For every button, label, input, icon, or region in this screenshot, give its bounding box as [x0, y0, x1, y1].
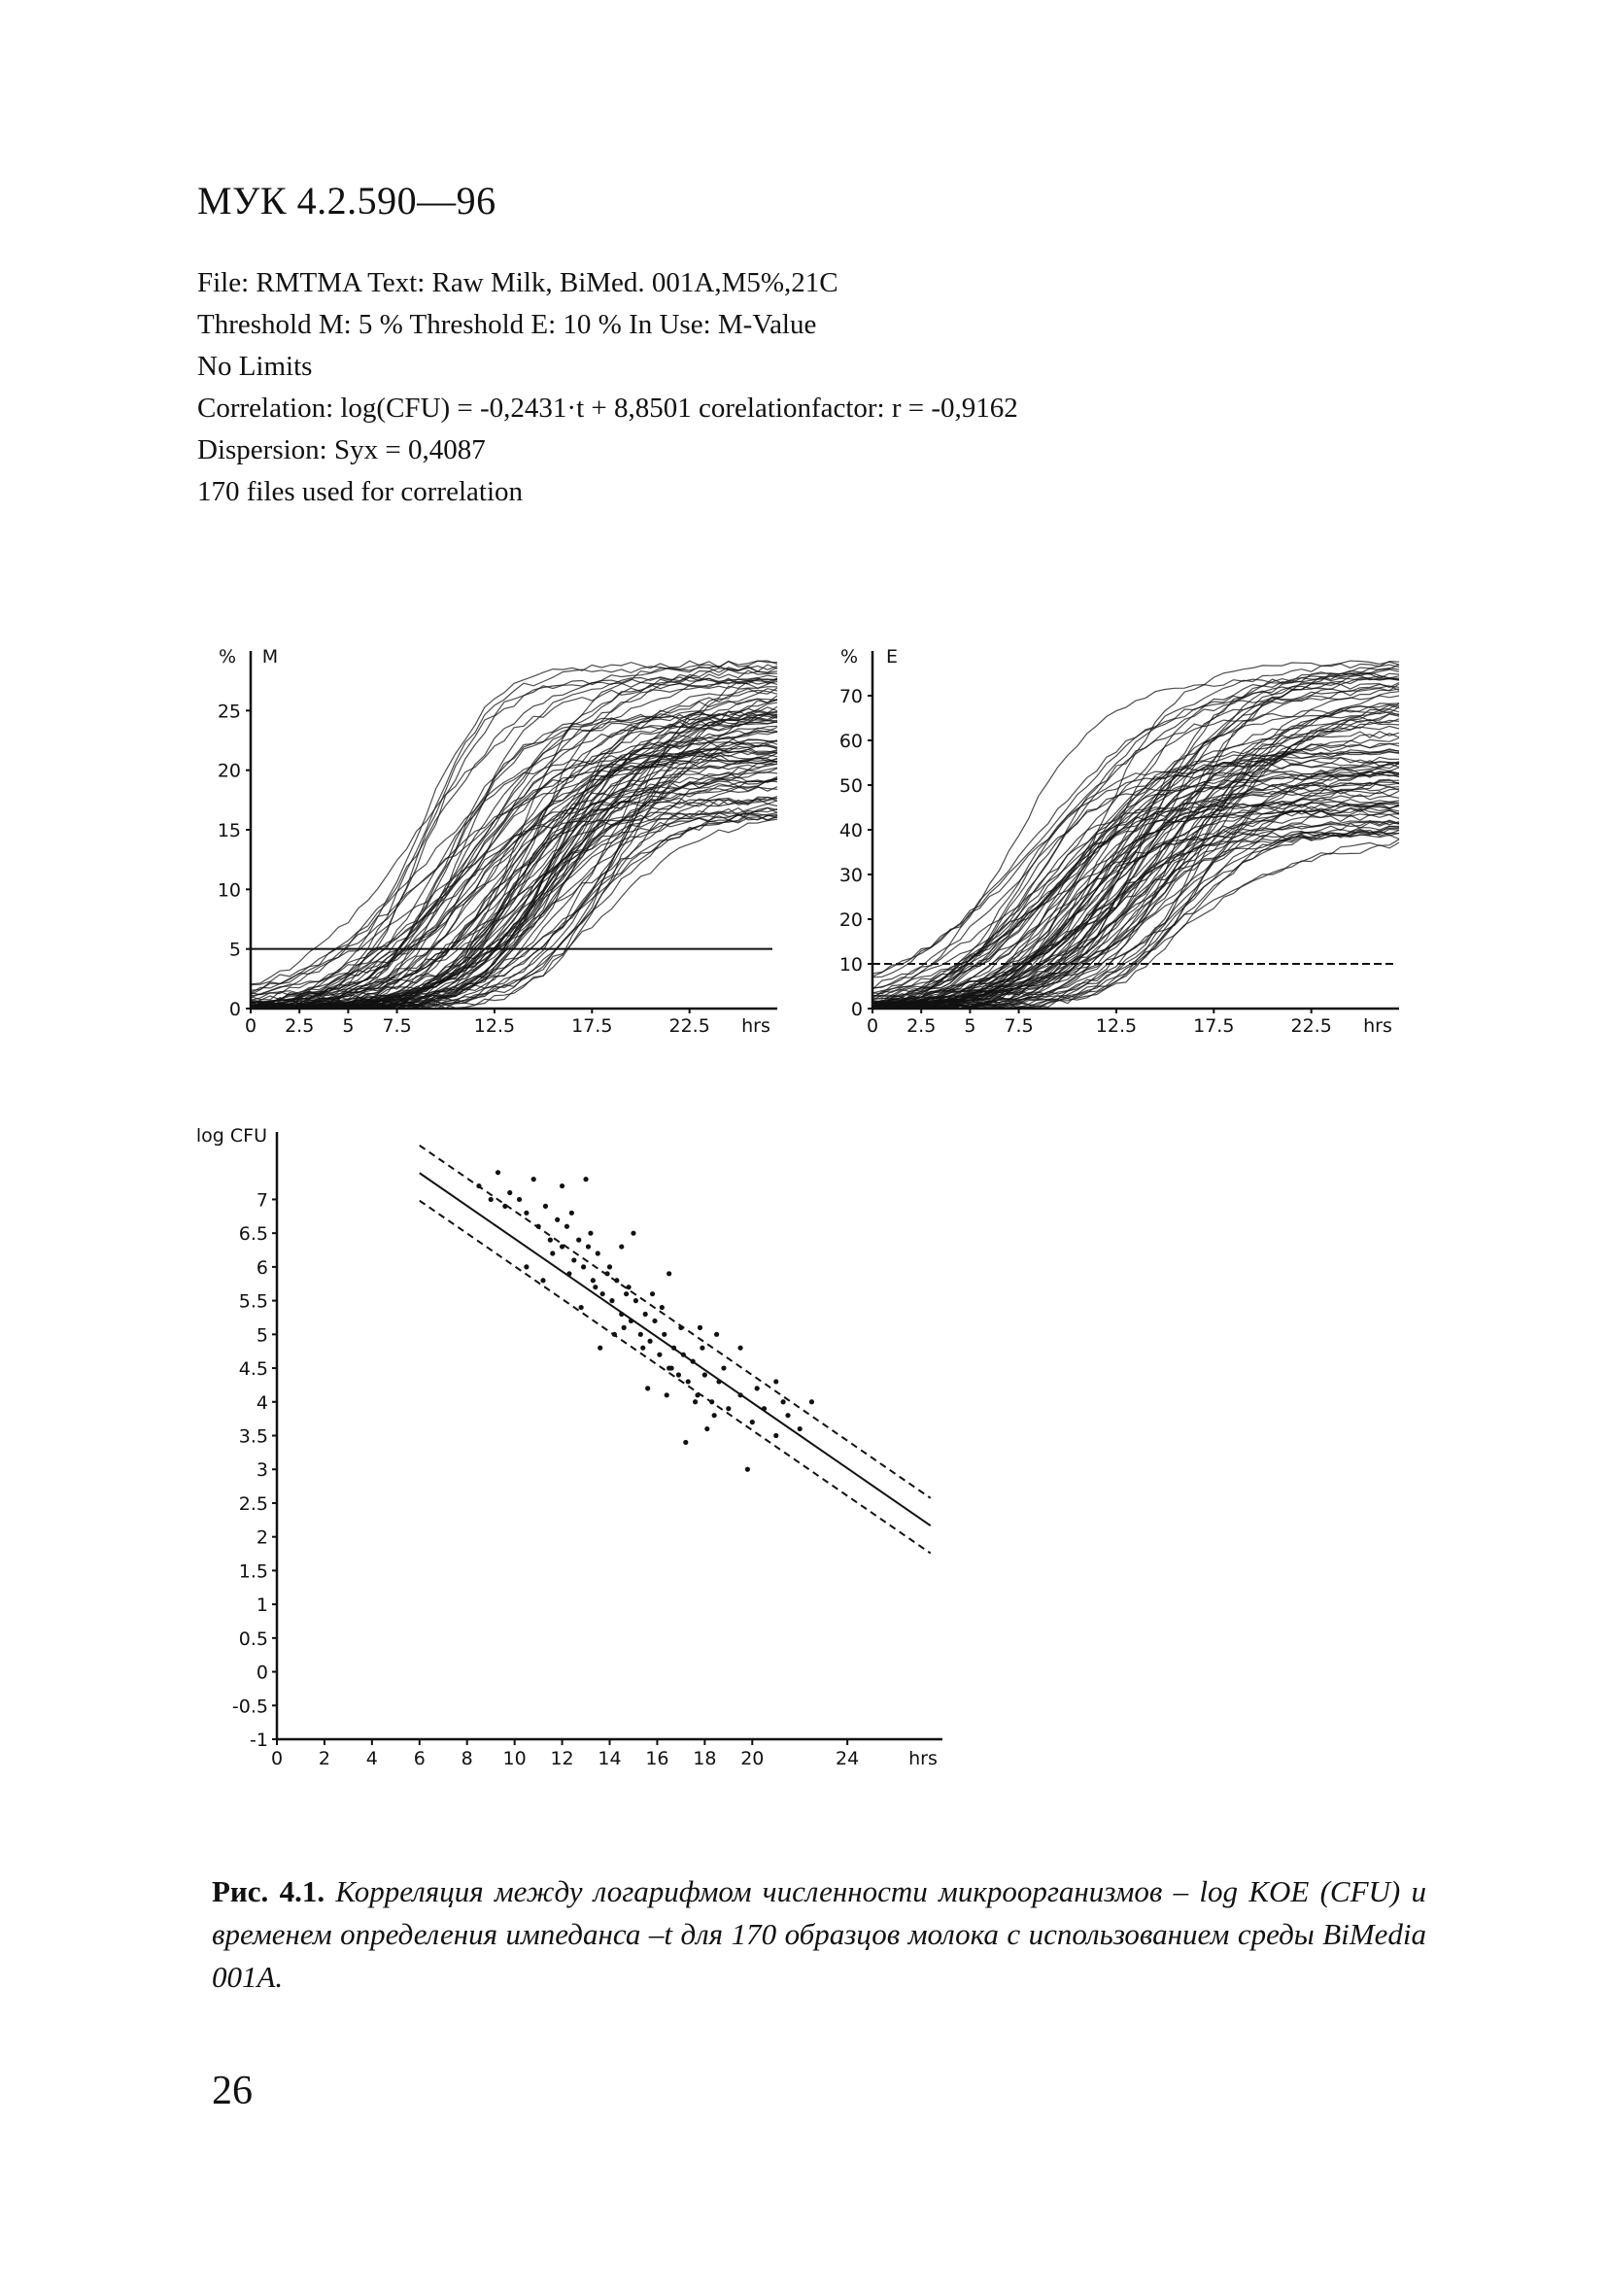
x-tick-label: 0 [270, 1748, 284, 1769]
chart-e-value [816, 632, 1419, 1049]
data-point [548, 1238, 553, 1243]
x-tick-label: 17.5 [571, 1015, 613, 1037]
data-point [588, 1231, 593, 1236]
info-line-correlation: Correlation: log(CFU) = -0,2431·t + 8,8501 corelationfactor: r = -0,9162 [197, 393, 1018, 424]
x-tick-label: 10 [502, 1748, 527, 1769]
data-point [586, 1244, 591, 1249]
x-tick-label: 4 [365, 1748, 378, 1769]
info-line-limits: No Limits [197, 351, 313, 382]
chart-e-svg [816, 632, 1419, 1049]
x-tick-label: 0 [244, 1015, 257, 1037]
data-point [598, 1346, 602, 1351]
data-point [660, 1305, 665, 1310]
data-point [571, 1257, 576, 1262]
data-point [657, 1353, 662, 1357]
y-tick-label: 30 [838, 865, 863, 886]
impedance-curve [872, 802, 1399, 1009]
data-point [645, 1386, 650, 1390]
figure-caption [212, 1870, 1426, 1999]
data-point [612, 1332, 617, 1337]
data-point [543, 1204, 548, 1209]
data-point [629, 1319, 633, 1323]
info-line-file: File: RMTMA Text: Raw Milk, BiMed. 001A,M5%,21C [197, 267, 838, 298]
y-tick-label: 15 [217, 820, 241, 841]
y-tick-label: 2 [256, 1526, 268, 1549]
data-point [540, 1278, 545, 1283]
info-line-files: 170 files used for correlation [197, 476, 524, 507]
y-tick-label: 4 [256, 1391, 268, 1414]
data-point [609, 1298, 614, 1303]
y-axis-symbol: M [261, 646, 279, 668]
data-point [622, 1325, 627, 1330]
caption-label: Рис. 4.1. [212, 1874, 325, 1908]
data-point [489, 1197, 494, 1202]
data-point [745, 1467, 750, 1472]
data-point [476, 1183, 481, 1188]
info-line-dispersion: Dispersion: Syx = 0,4087 [197, 434, 486, 465]
y-tick-label: 5 [228, 939, 241, 961]
data-point [726, 1406, 731, 1411]
data-point [700, 1346, 704, 1351]
data-point [624, 1291, 629, 1296]
data-point [809, 1399, 814, 1404]
y-tick-label: 3 [256, 1459, 268, 1482]
y-tick-label: 2.5 [238, 1492, 268, 1515]
chart-m-svg [194, 632, 797, 1049]
data-point [631, 1231, 635, 1236]
data-point [604, 1271, 609, 1276]
x-tick-label: 5 [964, 1015, 976, 1037]
data-point [614, 1278, 619, 1283]
y-tick-label: 25 [217, 701, 241, 723]
data-point [569, 1211, 574, 1216]
data-point [686, 1379, 691, 1384]
y-tick-label: 1.5 [238, 1560, 268, 1583]
x-tick-label: 14 [598, 1748, 622, 1769]
data-point [737, 1392, 742, 1397]
y-axis-symbol: E [885, 646, 899, 668]
y-tick-label: 3.5 [238, 1425, 268, 1448]
y-tick-label: 0 [850, 999, 863, 1020]
data-point [591, 1278, 596, 1283]
y-tick-label: 60 [838, 731, 863, 752]
data-point [626, 1285, 631, 1289]
lower-dispersion-line [420, 1201, 931, 1554]
data-point [712, 1413, 717, 1418]
data-point [633, 1298, 638, 1303]
x-tick-label: 2 [318, 1748, 330, 1769]
data-point [676, 1372, 681, 1377]
data-point [704, 1426, 709, 1431]
chart-m-value [194, 632, 797, 1049]
x-tick-label: 24 [836, 1748, 860, 1769]
y-tick-label: 6 [256, 1256, 268, 1279]
x-axis-unit: hrs [741, 1015, 770, 1037]
data-point [647, 1339, 652, 1344]
x-tick-label: 2.5 [285, 1015, 315, 1037]
data-point [550, 1251, 555, 1255]
data-point [714, 1332, 719, 1337]
y-tick-label: 7 [256, 1189, 268, 1212]
data-point [798, 1426, 803, 1431]
data-point [564, 1224, 569, 1229]
data-point [619, 1312, 624, 1317]
data-point [517, 1197, 522, 1202]
data-point [600, 1291, 605, 1296]
data-point [785, 1413, 790, 1418]
data-point [583, 1177, 588, 1182]
y-tick-label: -0.5 [231, 1696, 268, 1718]
data-point [650, 1291, 655, 1296]
data-point [737, 1346, 742, 1351]
x-tick-label: 5 [342, 1015, 355, 1037]
data-point [691, 1359, 696, 1364]
impedance-curve [251, 669, 777, 1007]
x-tick-label: 20 [740, 1748, 765, 1769]
x-tick-label: 0 [866, 1015, 879, 1037]
x-tick-label: 17.5 [1193, 1015, 1235, 1037]
data-point [721, 1365, 726, 1370]
y-tick-label: 5.5 [238, 1290, 268, 1313]
x-tick-label: 16 [645, 1748, 669, 1769]
x-tick-label: 12 [550, 1748, 574, 1769]
data-point [496, 1170, 500, 1175]
data-point [560, 1183, 564, 1188]
y-axis-unit: % [218, 646, 237, 668]
data-point [555, 1217, 560, 1222]
y-tick-label: 4.5 [238, 1358, 268, 1381]
data-point [576, 1238, 581, 1243]
data-point [524, 1211, 529, 1216]
data-point [662, 1332, 667, 1337]
x-tick-label: 18 [693, 1748, 717, 1769]
data-point [716, 1379, 721, 1384]
data-point [507, 1190, 512, 1195]
data-point [531, 1177, 536, 1182]
data-point [773, 1433, 778, 1438]
impedance-curve [251, 815, 777, 1009]
y-tick-label: 50 [838, 775, 863, 797]
data-point [667, 1271, 671, 1276]
x-tick-label: 12.5 [1095, 1015, 1138, 1037]
y-tick-label: 0 [228, 999, 241, 1020]
y-tick-label: 1 [256, 1594, 268, 1617]
y-tick-label: 10 [217, 879, 241, 902]
data-point [502, 1204, 507, 1209]
chart-regression [194, 1108, 991, 1788]
y-tick-label: 20 [838, 909, 863, 931]
data-point [638, 1332, 643, 1337]
data-point [669, 1365, 674, 1370]
impedance-curve [251, 680, 777, 984]
y-axis-label: log CFU [195, 1125, 267, 1147]
impedance-curve [872, 803, 1399, 1009]
y-axis-unit: % [839, 646, 859, 668]
caption-text: Корреляция между логарифмом численности микроорганизмов – log KOE (CFU) и временем определения импеданса –t для 170 образцов молока с использованием среды BiMedia 001A. [212, 1874, 1427, 1994]
x-tick-label: 22.5 [1290, 1015, 1332, 1037]
upper-dispersion-line [420, 1146, 931, 1498]
data-point [695, 1392, 700, 1397]
x-tick-label: 22.5 [668, 1015, 710, 1037]
info-line-threshold: Threshold M: 5 % Threshold E: 10 % In Use: M-Value [197, 309, 817, 340]
impedance-curve [251, 714, 777, 1009]
data-point [560, 1244, 564, 1249]
document-code: МУК 4.2.590—96 [197, 179, 496, 223]
data-point [665, 1392, 669, 1397]
data-point [581, 1264, 586, 1269]
y-tick-label: -1 [250, 1730, 268, 1751]
data-point [762, 1406, 767, 1411]
impedance-curve [251, 815, 777, 1009]
x-tick-label: 8 [461, 1748, 473, 1769]
data-point [693, 1399, 698, 1404]
data-point [678, 1325, 683, 1330]
data-point [640, 1346, 645, 1351]
y-tick-label: 10 [838, 954, 863, 976]
data-point [671, 1346, 676, 1351]
data-point [536, 1224, 541, 1229]
data-point [643, 1312, 648, 1317]
data-point [566, 1271, 571, 1276]
data-point [652, 1319, 657, 1323]
page-number: 26 [212, 2069, 253, 2113]
data-point [593, 1285, 598, 1289]
chart-regression-svg [194, 1108, 991, 1788]
y-tick-label: 0 [256, 1662, 268, 1684]
y-tick-label: 20 [217, 760, 241, 782]
x-axis-unit: hrs [908, 1748, 938, 1769]
data-point [683, 1440, 688, 1445]
data-point [750, 1420, 755, 1424]
data-point [773, 1379, 778, 1384]
x-tick-label: 7.5 [1004, 1015, 1034, 1037]
data-point [698, 1325, 702, 1330]
data-point [579, 1305, 584, 1310]
y-tick-label: 0.5 [238, 1628, 268, 1650]
x-tick-label: 2.5 [906, 1015, 937, 1037]
data-point [607, 1264, 612, 1269]
impedance-curve [251, 815, 777, 1009]
data-point [709, 1399, 714, 1404]
analysis-info-block [197, 262, 1018, 513]
y-tick-label: 70 [838, 686, 863, 707]
x-tick-label: 6 [413, 1748, 426, 1769]
data-point [755, 1386, 760, 1390]
data-point [524, 1264, 529, 1269]
data-point [780, 1399, 785, 1404]
x-tick-label: 12.5 [473, 1015, 516, 1037]
x-axis-unit: hrs [1363, 1015, 1392, 1037]
data-point [681, 1353, 686, 1357]
y-tick-label: 40 [838, 820, 863, 841]
data-point [702, 1372, 707, 1377]
data-point [619, 1244, 624, 1249]
data-point [596, 1251, 600, 1255]
y-tick-label: 6.5 [238, 1223, 268, 1246]
x-tick-label: 7.5 [382, 1015, 412, 1037]
y-tick-label: 5 [256, 1324, 268, 1347]
